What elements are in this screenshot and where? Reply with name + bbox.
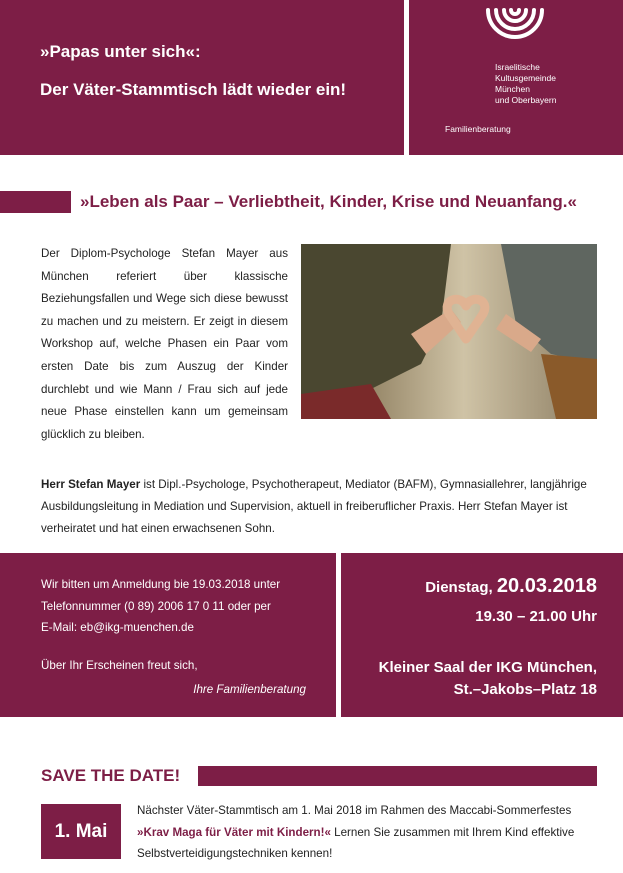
intro-paragraph: Der Diplom-Psychologe Stefan Mayer aus München referiert über klassische Beziehungsfallen und Wege sich diese bewusst zu machen und zu meistern. Er zeigt in diesem Workshop auf, welche Phasen ein Paar vom ersten Date bis zum Auszug der Kinder durchlebt und wie Mann / Frau sich auf jede neue Phase einstellen kann um gemeinsam glücklich zu bleiben. — [41, 247, 288, 441]
save-the-date-bar — [198, 766, 597, 786]
event-venue: Kleiner Saal der IKG München, — [378, 659, 597, 676]
subtitle-accent-bar — [0, 191, 71, 213]
org-line: Kultusgemeinde — [495, 73, 556, 83]
org-line: Israelitische — [495, 62, 540, 72]
event-details-panel — [341, 553, 623, 717]
next-date-badge: 1. Mai — [41, 804, 121, 859]
registration-line: Wir bitten um Anmeldung bie 19.03.2018 unter — [41, 578, 281, 591]
event-weekday: Dienstag, — [425, 579, 493, 596]
header-title-panel — [0, 0, 404, 155]
event-address: St.–Jakobs–Platz 18 — [453, 681, 597, 698]
next-meeting-text — [137, 800, 599, 865]
save-the-date-heading: SAVE THE DATE! — [41, 766, 181, 785]
event-date-value: 20.03.2018 — [496, 575, 597, 597]
registration-panel — [0, 553, 336, 717]
org-line: München — [495, 84, 530, 94]
header-title-line1: »Papas unter sich«: — [40, 42, 201, 61]
next-meeting-line2: Lernen Sie zusammen mit Ihrem Kind effektive Selbstverteidigungstechniken kennen! — [137, 825, 575, 860]
registration-signature: Ihre Familienberatung — [193, 683, 306, 696]
header-logo-panel — [409, 0, 623, 155]
registration-text — [41, 574, 321, 639]
next-meeting-line1: Nächster Väter-Stammtisch am 1. Mai 2018 im Rahmen des Maccabi-Sommerfestes — [137, 804, 572, 817]
next-meeting-highlight: »Krav Maga für Väter mit Kindern!« — [137, 825, 331, 839]
department-label: Familienberatung — [445, 124, 511, 134]
couple-heart-hands-photo — [301, 244, 597, 419]
event-date — [425, 575, 597, 598]
header-title-line2: Der Väter-Stammtisch lädt wieder ein! — [40, 80, 347, 99]
registration-email: E-Mail: eb@ikg-muenchen.de — [41, 621, 194, 634]
workshop-subtitle: »Leben als Paar – Verliebtheit, Kinder, Krise und Neuanfang.« — [80, 192, 577, 211]
organisation-name — [495, 62, 556, 106]
speaker-bio-text: ist Dipl.-Psychologe, Psychotherapeut, Mediator (BAFM), Gymnasiallehrer, langjährige Ausbildungsleitung in Mediation und Supervision, aktuell in freiberuflicher Praxis. Herr Stefan Mayer ist verheiratet und hat einen erwachsenen Sohn. — [41, 478, 587, 535]
org-line: und Oberbayern — [495, 95, 557, 105]
event-time: 19.30 – 21.00 Uhr — [475, 608, 597, 625]
registration-closing: Über Ihr Erscheinen freut sich, — [41, 659, 198, 672]
speaker-name: Herr Stefan Mayer — [41, 478, 141, 491]
registration-line: Telefonnummer (0 89) 2006 17 0 11 oder per — [41, 599, 271, 613]
speaker-bio — [41, 474, 597, 540]
ikg-arcs-logo-icon — [484, 6, 546, 56]
